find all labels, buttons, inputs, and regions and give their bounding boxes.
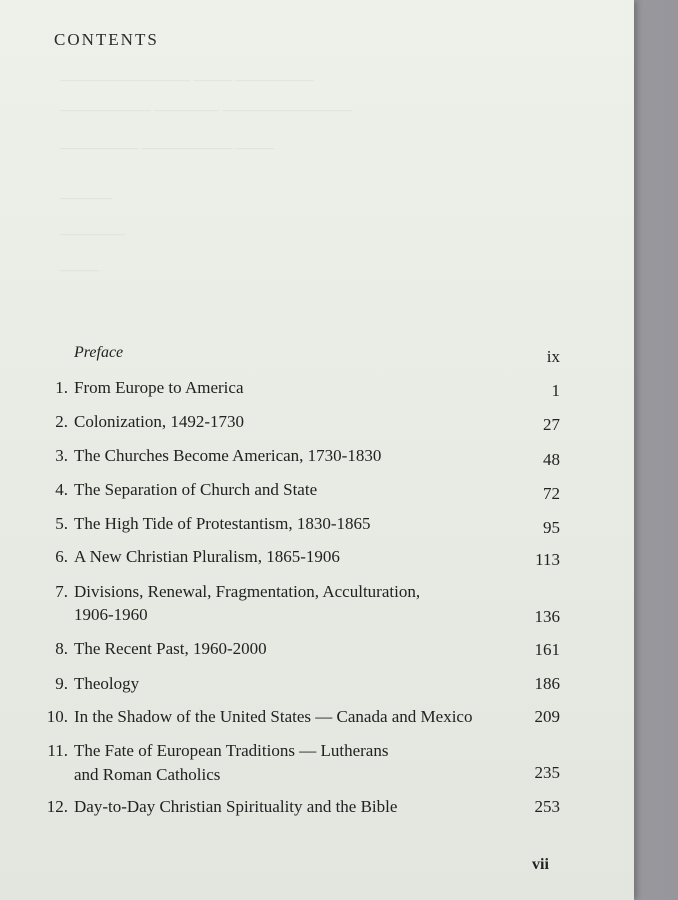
entry-number: 2. <box>55 412 68 431</box>
entry-number: 1. <box>55 378 68 397</box>
show-through-text: —————————— ——— —————— <box>60 72 314 87</box>
show-through-text: ——— <box>60 262 99 277</box>
entry-page: 48 <box>543 450 560 469</box>
entry-number: 9. <box>55 674 68 693</box>
entry-number: 7. <box>55 582 68 601</box>
entry-title: Colonization, 1492-1730 <box>74 412 244 431</box>
entry-title-line-1: The Fate of European Traditions — Lutherans <box>74 741 389 760</box>
entry-title: The Recent Past, 1960-2000 <box>74 639 267 658</box>
entry-number: 11. <box>47 741 68 760</box>
entry-page: 72 <box>543 484 560 503</box>
entry-title: Preface <box>74 344 124 361</box>
show-through-text: ——————— ————— —————————— <box>60 102 353 117</box>
entry-title-line-2: and Roman Catholics <box>74 765 221 784</box>
entry-title: The High Tide of Protestantism, 1830-1865 <box>74 514 371 533</box>
show-through-text: ————— <box>60 226 125 241</box>
entry-page: 1 <box>551 381 560 400</box>
entry-page: 161 <box>534 640 560 659</box>
entry-page: 136 <box>534 607 560 626</box>
entry-page: 209 <box>534 707 560 726</box>
show-through-text: —————— ——————— ——— <box>60 140 275 155</box>
entry-title: Theology <box>74 674 140 693</box>
entry-number: 5. <box>55 514 68 533</box>
entry-page: 235 <box>534 763 560 782</box>
entry-title-line-1: Divisions, Renewal, Fragmentation, Acculturation, <box>74 582 421 601</box>
entry-number: 12. <box>46 797 68 816</box>
entry-number: 3. <box>55 446 68 465</box>
entry-title: The Separation of Church and State <box>74 480 318 499</box>
entry-title: A New Christian Pluralism, 1865-1906 <box>74 547 340 566</box>
entry-title: In the Shadow of the United States — Canada and Mexico <box>74 707 473 726</box>
entry-number: 8. <box>55 639 68 658</box>
entry-title: Day-to-Day Christian Spirituality and the Bible <box>74 797 398 816</box>
page-folio: vii <box>532 856 549 873</box>
entry-page: ix <box>546 347 560 366</box>
entry-page: 253 <box>534 797 560 816</box>
entry-title: From Europe to America <box>74 378 244 397</box>
entry-page: 186 <box>534 674 560 693</box>
entry-title-line-2: 1906-1960 <box>74 605 148 624</box>
entry-page: 113 <box>535 550 560 569</box>
entry-page: 95 <box>543 518 560 537</box>
contents-heading: CONTENTS <box>54 30 159 49</box>
entry-number: 6. <box>55 547 68 566</box>
entry-number: 10. <box>46 707 68 726</box>
entry-number: 4. <box>55 480 68 499</box>
show-through-text: ———— <box>60 190 112 205</box>
entry-title: The Churches Become American, 1730-1830 <box>74 446 382 465</box>
entry-page: 27 <box>543 415 560 434</box>
